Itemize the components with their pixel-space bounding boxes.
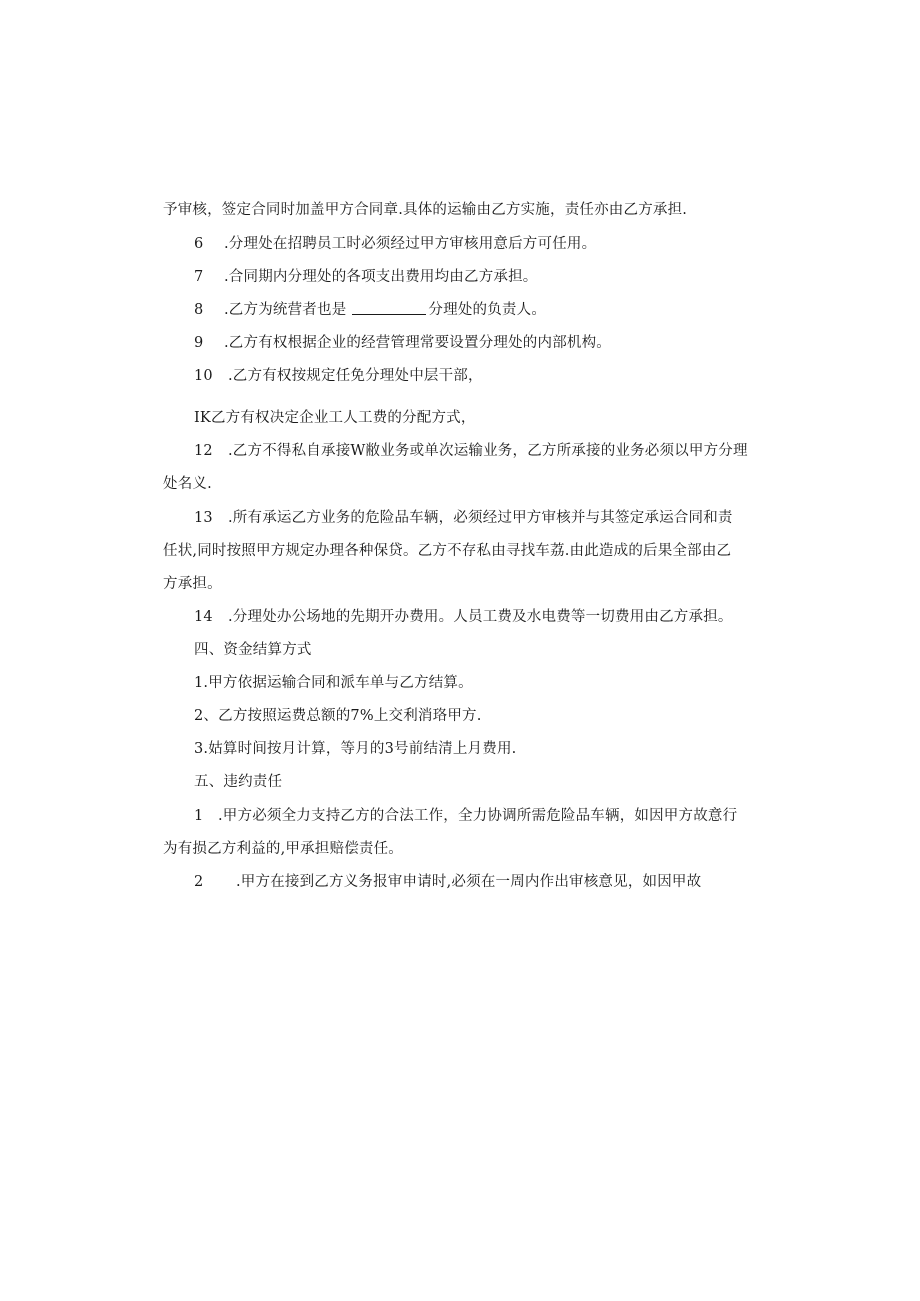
heading-text: 四、资金结算方式: [194, 642, 312, 658]
clause-text: .乙方为统营者也是: [224, 302, 347, 318]
heading-text: 五、违约责任: [194, 774, 283, 790]
clause-text: .分理处办公场地的先期开办费用。人员工费及水电费等一切费用由乙方承担。: [228, 609, 733, 625]
text-line: [163, 574, 222, 594]
text-line: [163, 541, 731, 561]
clause-text: .甲方必须全力支持乙方的合法工作，全力协调所需危险品车辆，如因甲方故意行: [218, 808, 738, 824]
text-line: [194, 706, 482, 726]
text-line: [163, 839, 403, 859]
clause-number: 12: [194, 443, 213, 459]
breach-clause-2: [194, 872, 701, 892]
clause-11: [194, 408, 476, 428]
clause-number: 13: [194, 510, 213, 526]
clause-13: [194, 508, 733, 528]
clause-7: [194, 267, 538, 287]
clause-text: .合同期内分理处的各项支出费用均由乙方承担。: [224, 269, 538, 285]
clause-text: .乙方有权根据企业的经营管理常要设置分理处的内部机构。: [224, 335, 612, 351]
section-heading: [194, 640, 312, 660]
line-text: 2、乙方按照运费总额的7%上交利消珞甲方.: [194, 708, 482, 724]
clause-number: 2: [194, 874, 204, 890]
clause-8: [194, 300, 546, 320]
clause-number: 1: [194, 808, 204, 824]
text-line: [194, 673, 473, 693]
clause-number: 14: [194, 609, 213, 625]
clause-number: 10: [194, 368, 213, 384]
line-text: 为有损乙方利益的,甲承担赔偿责任。: [163, 841, 404, 857]
clause-14: [194, 607, 733, 627]
clause-text: 分理处的负责人。: [428, 302, 547, 318]
clause-number: 8: [194, 302, 204, 318]
clause-text: .乙方有权按规定任免分理处中层干部，: [228, 368, 483, 384]
clause-number: 9: [194, 335, 204, 351]
line-text: 1.甲方依据运输合同和派车单与乙方结算。: [194, 675, 473, 691]
line-text: 予审核，签定合同时加盖甲方合同章.具体的运输由乙方实施，责任亦由乙方承担.: [163, 202, 688, 218]
text-line: [163, 474, 212, 494]
clause-6: [194, 234, 596, 254]
line-text: 处名义.: [163, 476, 212, 492]
clause-text: .分理处在招聘员工时必须经过甲方审核用意后方可任用。: [224, 236, 597, 252]
breach-clause-1: [194, 806, 737, 826]
clause-10: [194, 366, 483, 386]
clause-9: [194, 333, 611, 353]
fill-in-blank: [352, 300, 426, 315]
clause-text: .乙方不得私自承接W敝业务或单次运输业务，乙方所承接的业务必须以甲方分理: [228, 443, 748, 459]
section-heading: [194, 772, 282, 792]
text-line: [194, 739, 516, 759]
line-text: 任状,同时按照甲方规定办理各种保贷。乙方不存私由寻找车荔.由此造成的后果全部由乙: [163, 543, 732, 559]
clause-text: .所有承运乙方业务的危险品车辆，必须经过甲方审核并与其签定承运合同和责: [228, 510, 733, 526]
line-text: 3.姑算时间按月计算，等月的3号前结清上月费用.: [194, 741, 517, 757]
text-line: [163, 200, 687, 220]
clause-text: IK乙方有权决定企业工人工费的分配方式，: [194, 410, 476, 426]
clause-text: .甲方在接到乙方义务报审申请时,必须在一周内作出审核意见，如因甲故: [236, 874, 702, 890]
clause-number: 7: [194, 269, 204, 285]
clause-number: 6: [194, 236, 204, 252]
line-text: 方承担。: [163, 576, 222, 592]
clause-12: [194, 441, 748, 461]
